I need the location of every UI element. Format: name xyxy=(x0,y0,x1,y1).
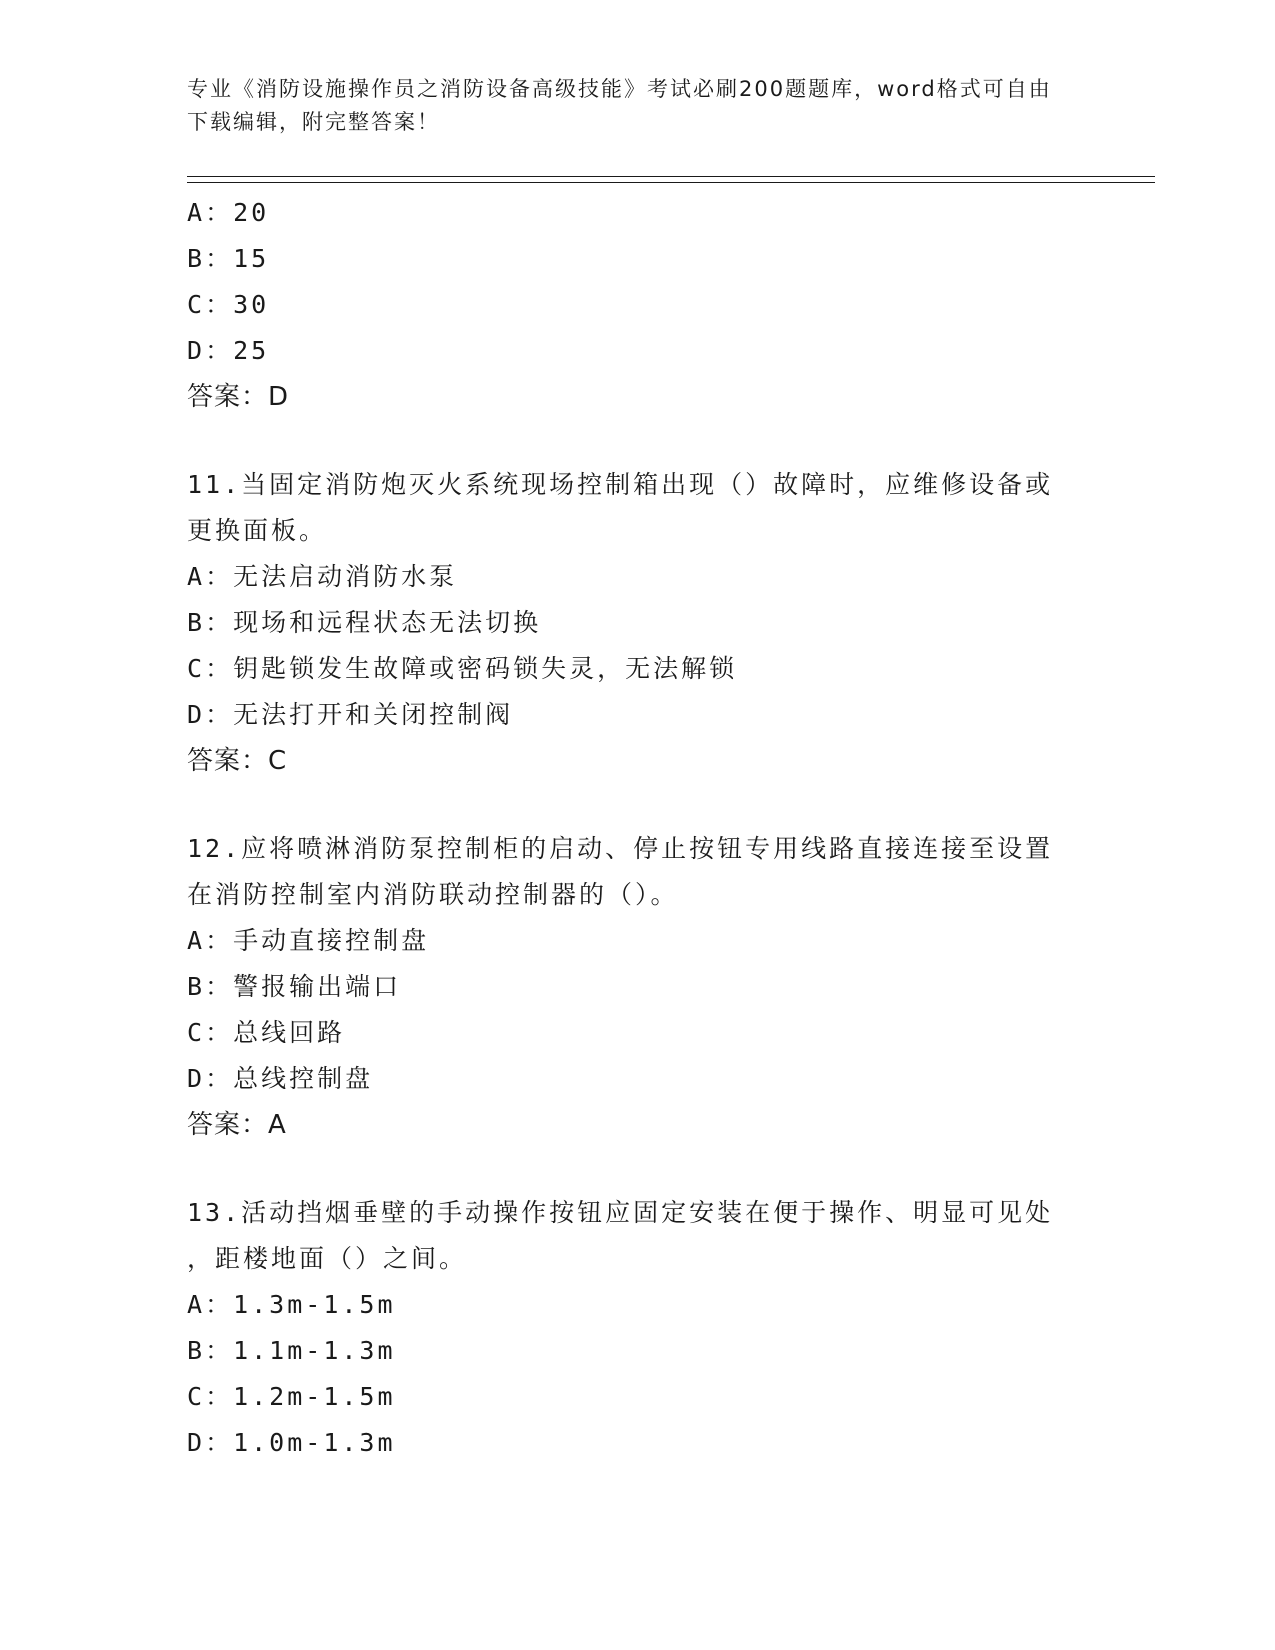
header-divider-bottom xyxy=(187,182,1155,183)
option-b: B：15 xyxy=(187,244,270,273)
option-a: A：手动直接控制盘 xyxy=(187,926,430,955)
option-b: B：警报输出端口 xyxy=(187,972,402,1001)
option-a: A：20 xyxy=(187,198,270,227)
question-12 xyxy=(187,826,1087,1148)
option-a: A：1.3m-1.5m xyxy=(187,1290,396,1319)
carryover-question xyxy=(187,190,1087,420)
document-header: 专业《消防设施操作员之消防设备高级技能》考试必刷200题题库，word格式可自由下载编辑，附完整答案！ xyxy=(187,77,1052,134)
question-content xyxy=(187,190,1087,1466)
question-stem: 12.应将喷淋消防泵控制柜的启动、停止按钮专用线路直接连接至设置 在消防控制室内消防联动控制器的（）。 xyxy=(187,834,1054,909)
option-b: B：现场和远程状态无法切换 xyxy=(187,608,542,637)
option-d: D：总线控制盘 xyxy=(187,1064,374,1093)
question-13 xyxy=(187,1190,1087,1466)
option-d: D：1.0m-1.3m xyxy=(187,1428,396,1457)
question-stem: 13.活动挡烟垂壁的手动操作按钮应固定安装在便于操作、明显可见处 ，距楼地面（）之间。 xyxy=(187,1198,1054,1273)
option-c: C：总线回路 xyxy=(187,1018,346,1047)
option-c: C：钥匙锁发生故障或密码锁失灵，无法解锁 xyxy=(187,654,738,683)
option-a: A：无法启动消防水泵 xyxy=(187,562,458,591)
option-d: D：无法打开和关闭控制阀 xyxy=(187,700,514,729)
answer-line: 答案：C xyxy=(187,746,288,776)
answer-line: 答案：D xyxy=(187,382,290,412)
answer-line: 答案：A xyxy=(187,1110,287,1140)
option-d: D：25 xyxy=(187,336,270,365)
question-stem: 11.当固定消防炮灭火系统现场控制箱出现（）故障时，应维修设备或 更换面板。 xyxy=(187,470,1054,545)
header-divider-top xyxy=(187,176,1155,177)
option-c: C：30 xyxy=(187,290,270,319)
option-b: B：1.1m-1.3m xyxy=(187,1336,396,1365)
question-11 xyxy=(187,462,1087,784)
option-c: C：1.2m-1.5m xyxy=(187,1382,396,1411)
